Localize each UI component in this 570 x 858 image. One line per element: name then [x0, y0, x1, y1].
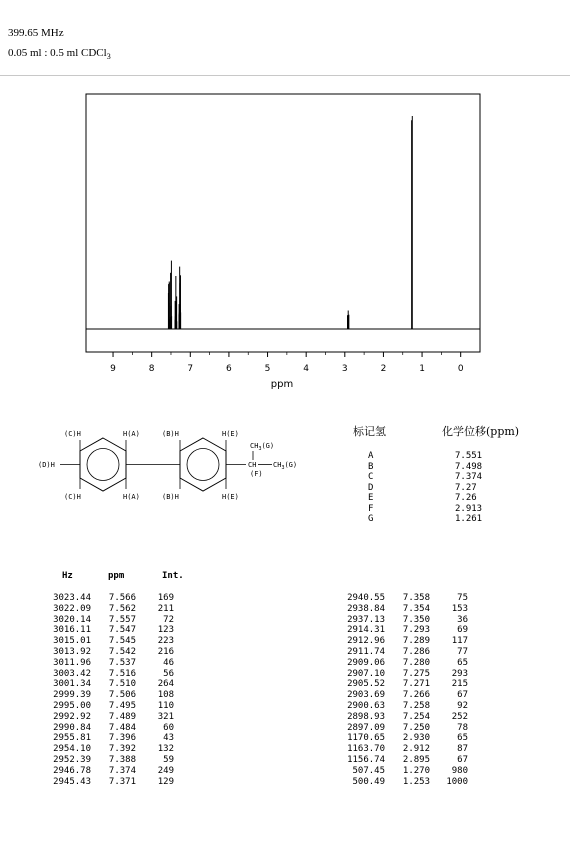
peak-ppm: 1.253 [402, 776, 430, 787]
peak-int: 36 [457, 614, 468, 625]
peak-hz: 500.49 [352, 776, 385, 787]
peak-hz: 3011.96 [53, 657, 91, 668]
peak-hz: 2990.84 [53, 722, 91, 733]
peak-row [46, 636, 246, 647]
peak-row [46, 604, 246, 615]
peak-hz: 2955.81 [53, 733, 91, 744]
peak-int: 65 [457, 733, 468, 744]
peak-row [46, 625, 246, 636]
x-tick-label: 5 [264, 364, 271, 374]
peak-ppm: 7.354 [402, 603, 430, 614]
peak-int: 252 [451, 711, 468, 722]
peak-row [340, 647, 540, 658]
shift-value: 7.26 [455, 493, 477, 503]
peak-hz: 2903.69 [347, 690, 385, 701]
peak-row [340, 777, 540, 788]
x-tick-label: 6 [226, 364, 232, 374]
shift-value: 1.261 [455, 514, 483, 524]
peak-row [46, 712, 246, 723]
peak-ppm: 7.489 [108, 711, 136, 722]
peak-row [46, 669, 246, 680]
peak-int: 60 [163, 722, 174, 733]
peak-ppm: 2.895 [402, 755, 430, 765]
peak-hz: 2937.13 [347, 614, 385, 625]
peak-row [46, 755, 246, 766]
peak-row [46, 658, 246, 669]
peak-int: 123 [157, 625, 174, 636]
peak-hz: 3022.09 [53, 603, 91, 614]
label-b-top: (B)H [162, 430, 179, 438]
peak-ppm: 7.275 [402, 668, 430, 679]
peak-ppm: 7.286 [402, 647, 430, 657]
peak-row [46, 615, 246, 626]
x-tick-label: 9 [110, 364, 116, 374]
peak-hz: 2952.39 [53, 755, 91, 765]
label-a-bottom: H(A) [123, 493, 140, 501]
peak-hz: 2905.52 [347, 679, 385, 690]
peak-hz: 2938.84 [347, 603, 385, 614]
peak-hz: 1170.65 [347, 733, 385, 744]
label-e-bottom: H(E) [222, 493, 239, 501]
peak-int: 211 [157, 603, 174, 614]
label-b-bottom: (B)H [162, 493, 179, 501]
peak-ppm: 1.270 [402, 765, 430, 776]
peak-int: 1000 [446, 776, 468, 787]
peak-int: 77 [457, 647, 468, 657]
peak-ppm: 2.930 [402, 733, 430, 744]
x-tick-label: 2 [380, 364, 387, 374]
peak-ppm: 7.484 [108, 722, 136, 733]
peak-int: 69 [457, 625, 468, 636]
peak-int: 223 [157, 636, 174, 647]
header-divider [0, 75, 570, 76]
peak-hz: 2992.92 [53, 711, 91, 722]
shift-label: C [368, 472, 374, 482]
shift-label: G [368, 514, 374, 524]
shift-value: 7.27 [455, 482, 477, 493]
peak-row [340, 701, 540, 712]
peak-row [46, 690, 246, 701]
peak-int: 215 [451, 679, 468, 690]
peak-int: 59 [163, 755, 174, 765]
peak-row [340, 604, 540, 615]
peak-ppm: 7.537 [108, 657, 136, 668]
peak-header-hz: Hz [62, 571, 73, 581]
peak-ppm: 7.396 [108, 733, 136, 744]
peak-row [46, 679, 246, 690]
peak-int: 78 [457, 722, 468, 733]
label-e-top: H(E) [222, 430, 239, 438]
peak-ppm: 7.506 [108, 690, 136, 701]
spectrometer-frequency: 399.65 MHz [8, 27, 64, 39]
peak-row [340, 658, 540, 669]
peak-row [46, 777, 246, 788]
peak-ppm: 7.371 [108, 776, 136, 787]
peak-hz: 2995.00 [53, 701, 91, 711]
peak-hz: 2900.63 [347, 701, 385, 711]
peak-hz: 3001.34 [53, 679, 91, 690]
peak-row [340, 669, 540, 680]
peak-ppm: 7.289 [402, 636, 430, 647]
peak-ppm: 7.271 [402, 679, 430, 690]
solvent-ratio [8, 47, 111, 61]
peak-ppm: 7.250 [402, 722, 430, 733]
peak-ppm: 7.566 [108, 593, 136, 603]
ch-center: CH [248, 461, 257, 469]
peak-row [46, 744, 246, 755]
peak-int: 43 [163, 733, 174, 744]
shift-value: 7.551 [455, 451, 483, 461]
shift-label: F [368, 503, 374, 514]
peak-int: 132 [157, 744, 174, 755]
peak-ppm: 7.358 [402, 593, 430, 603]
shift-label: E [368, 493, 374, 503]
peak-row [340, 744, 540, 755]
peak-int: 216 [157, 647, 174, 657]
peak-int: 72 [163, 614, 174, 625]
peak-int: 56 [163, 668, 174, 679]
peak-row [340, 712, 540, 723]
peak-int: 153 [451, 603, 468, 614]
peak-row [340, 690, 540, 701]
peak-hz: 507.45 [352, 765, 385, 776]
peak-row [340, 733, 540, 744]
peak-hz: 2907.10 [347, 668, 385, 679]
peak-hz: 1163.70 [347, 744, 385, 755]
peak-ppm: 7.280 [402, 657, 430, 668]
peak-ppm: 7.547 [108, 625, 136, 636]
ring2-aromatic-circle [187, 449, 219, 481]
peak-hz: 2912.96 [347, 636, 385, 647]
peak-header-int: Int. [162, 571, 184, 581]
peak-row [46, 723, 246, 734]
label-c-bottom: (C)H [64, 493, 81, 501]
peak-ppm: 2.912 [402, 744, 430, 755]
peak-ppm: 7.562 [108, 603, 136, 614]
peak-row [340, 679, 540, 690]
ch3-right: $CH_3(G)$ [273, 461, 298, 471]
solvent-ratio-text: 0.05 ml : 0.5 ml CDCl [8, 47, 107, 59]
peak-row [340, 766, 540, 777]
shift-table-col1-header: 标记氢 [353, 425, 386, 438]
x-axis-label: ppm [270, 379, 294, 390]
peak-hz: 3013.92 [53, 647, 91, 657]
peak-int: 117 [451, 636, 468, 647]
peak-ppm: 7.545 [108, 636, 136, 647]
peak-int: 46 [163, 657, 174, 668]
label-d: (D)H [38, 461, 55, 469]
peak-hz: 2914.31 [347, 625, 385, 636]
peak-int: 92 [457, 701, 468, 711]
peak-row [46, 733, 246, 744]
x-tick-label: 3 [341, 364, 348, 374]
peak-hz: 3015.01 [53, 636, 91, 647]
peak-ppm: 7.293 [402, 625, 430, 636]
peak-ppm: 7.495 [108, 701, 136, 711]
shift-value: 7.374 [455, 472, 483, 482]
peak-int: 65 [457, 657, 468, 668]
peak-hz: 2954.10 [53, 744, 91, 755]
peak-hz: 2909.06 [347, 657, 385, 668]
peak-int: 87 [457, 744, 468, 755]
peak-ppm: 7.374 [108, 765, 136, 776]
peak-int: 264 [157, 679, 174, 690]
nmr-spectrum-chart [0, 80, 570, 400]
peak-int: 129 [157, 776, 174, 787]
peak-int: 293 [451, 668, 468, 679]
x-tick-label: 0 [457, 364, 464, 374]
x-tick-label: 4 [303, 364, 310, 374]
peak-int: 169 [157, 593, 174, 603]
peak-hz: 2945.43 [53, 776, 91, 787]
peak-row [46, 766, 246, 777]
peak-row [46, 647, 246, 658]
peak-hz: 3003.42 [53, 668, 91, 679]
x-tick-label: 8 [148, 364, 155, 374]
peak-hz: 2897.09 [347, 722, 385, 733]
x-tick-label: 1 [419, 364, 425, 374]
ring1-aromatic-circle [87, 449, 119, 481]
molecule-structure [0, 420, 330, 530]
peak-hz: 1156.74 [347, 755, 385, 765]
peak-int: 249 [157, 765, 174, 776]
peak-row [340, 755, 540, 766]
peak-row [340, 593, 540, 604]
peak-ppm: 7.266 [402, 690, 430, 701]
peak-ppm: 7.388 [108, 755, 136, 765]
peak-hz: 2940.55 [347, 593, 385, 603]
plot-frame [86, 94, 480, 352]
peak-hz: 2911.74 [347, 647, 385, 657]
peak-int: 75 [457, 593, 468, 603]
peak-int: 108 [157, 690, 174, 701]
x-axis [110, 352, 464, 374]
peak-hz: 2946.78 [53, 765, 91, 776]
peak-ppm: 7.258 [402, 701, 430, 711]
peak-ppm: 7.510 [108, 679, 136, 690]
label-a-top: H(A) [123, 430, 140, 438]
peak-row [340, 636, 540, 647]
peak-hz: 2999.39 [53, 690, 91, 701]
peak-ppm: 7.254 [402, 711, 430, 722]
peak-ppm: 7.392 [108, 744, 136, 755]
shift-value: 2.913 [455, 503, 483, 514]
x-tick-label: 7 [187, 364, 194, 374]
peak-ppm: 7.542 [108, 647, 136, 657]
shift-table-col2-header: 化学位移(ppm) [442, 425, 520, 438]
peak-hz: 2898.93 [347, 711, 385, 722]
peak-hz: 3016.11 [53, 625, 91, 636]
shift-label: B [368, 461, 374, 472]
shift-label: A [368, 451, 374, 461]
peak-row [46, 593, 246, 604]
peak-ppm: 7.350 [402, 614, 430, 625]
peak-row [340, 625, 540, 636]
peak-hz: 3020.14 [53, 614, 91, 625]
peak-int: 67 [457, 755, 468, 765]
shift-value: 7.498 [455, 461, 483, 472]
peak-ppm: 7.516 [108, 668, 136, 679]
peak-row [340, 723, 540, 734]
peak-ppm: 7.557 [108, 614, 136, 625]
label-c-top: (C)H [64, 430, 81, 438]
peak-int: 110 [157, 701, 174, 711]
peak-row [340, 615, 540, 626]
shift-label: D [368, 482, 374, 493]
solvent-subscript: 3 [106, 52, 111, 62]
peak-hz: 3023.44 [53, 593, 91, 603]
peak-int: 67 [457, 690, 468, 701]
label-f: (F) [250, 470, 263, 478]
peak-group [168, 116, 412, 329]
ch3-top: $CH_3(G)$ [250, 442, 275, 452]
peak-int: 321 [157, 711, 174, 722]
peak-row [46, 701, 246, 712]
peak-header-ppm: ppm [108, 571, 125, 581]
peak-int: 980 [451, 765, 468, 776]
